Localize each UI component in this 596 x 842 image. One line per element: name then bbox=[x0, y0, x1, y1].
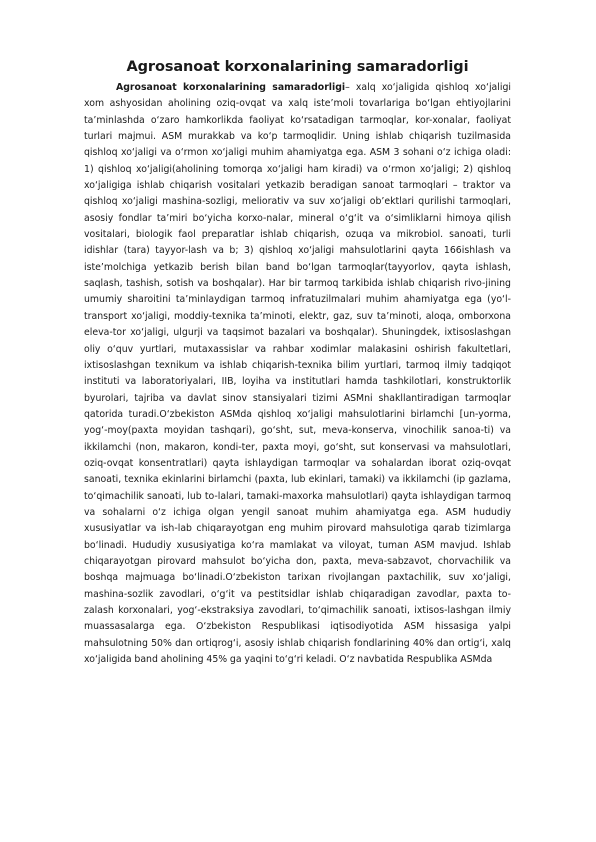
document-page bbox=[84, 58, 511, 668]
document-title: Agrosanoat korxonalarining samaradorligi bbox=[126, 59, 469, 75]
body-text: – xalq xo‘jaligida qishloq xo‘jaligi xom ashyosidan aholining oziq-ovqat va xalq iste’moli tovarlariga bo‘lgan ehtiyojlarini ta’minlashda o‘zaro hamkorlikda faoliyat ko‘rsatadigan tarmoqlar, kor-xonalar, faoliyat turlari majmui. ASM murakkab va ko‘p tarmoqlidir. Uning ishlab chiqarish tuzilmasida qishloq xo‘jaligi va o‘rmon xo‘jaligi muhim ahamiyatga ega. ASM 3 sohani o‘z ichiga oladi: 1) qishloq xo‘jaligi(aholining tomorqa xo‘jaligi ham kiradi) va o‘rmon xo‘jaligi; 2) qishloq xo‘jaligiga ishlab chiqarish vositalari yetkazib beradigan sanoat tarmoqlari – traktor va qishloq xo‘jaligi mashina-sozligi, meliorativ va suv xo‘jaligi ob’ektlari qurilishi tarmoqlari, asosiy fondlar ta’miri bo‘yicha korxo-nalar, mineral o‘g‘it va o‘simliklarni himoya qilish vositalari, biologik faol preparatlar ishlab chiqarish, ozuqa va mikrobiol. sanoati, turli idishlar (tara) tayyor-lash va b; 3) qishloq xo‘jaligi mahsulotlarini qayta 166ishlash va iste’molchiga yetkazib berish bilan band bo‘lgan tarmoqlar(tayyorlov, qayta ishlash, saqlash, tashish, sotish va boshqalar). Har bir tarmoq tarkibida ishlab chiqarish rivo-jining umumiy sharoitini ta’minlaydigan tarmoq infratuzilmalari muhim ahamiyatga ega (yo‘l-transport xo‘jaligi, moddiy-texnika ta’minoti, elektr, gaz, suv ta’minoti, aloqa, omborxona eleva-tor xo‘jaligi, ulgurji va taqsimot bazalari va boshqalar). Shuningdek, ixtisoslashgan oliy o‘quv yurtlari, mutaxassislar va rahbar xodimlar malakasini oshirish fakultetlari, ixtisoslashgan texnikum va ishlab chiqarish-texnika bilim yurtlari, tarmoq ilmiy tadqiqot instituti va laboratoriyalari, IIB, loyiha va institutlari hamda tashkilotlari, konstruktorlik byurolari, tajriba va davlat sinov stansiyalari tizimi ASMni shakllantiradigan tarmoqlar qatorida turadi.O‘zbekiston ASMda qishloq xo‘jaligi mahsulotlarini birlamchi [un-yorma, yog‘-moy(paxta moyidan tashqari), go‘sht, sut, meva-konserva, vinochilik sanoa-ti) va ikkilamchi (non, makaron, kondi-ter, paxta moyi, go‘sht, sut konservasi va mahsulotlari, oziq-ovqat konsentratlari) qayta ishlaydigan tarmoqlar va sohalardan iborat oziq-ovqat sanoati, texnika ekinlarini birlamchi (paxta, lub ekinlari, tamaki) va ikkilamchi (ip gazlama, to‘qimachilik sanoati, lub to-lalari, tamaki-maxorka mahsulotlari) qayta ishlaydigan tarmoq va sohalarni o‘z ichiga olgan yengil sanoat muhim ahamiyatga ega. ASM hududiy xususiyatlar va ish-lab chiqarayotgan eng muhim pirovard mahsulotiga qarab tizimlarga bo‘linadi. Hududiy xususiyatiga ko‘ra mamlakat va viloyat, tuman ASM mavjud. Ishlab chiqarayotgan pirovard mahsulot bo‘yicha don, paxta, meva-sabzavot, chorvachilik va boshqa majmuaga bo‘linadi.O‘zbekiston tarixan rivojlangan paxtachilik, suv xo‘jaligi, mashina-sozlik zavodlari, o‘g‘it va pestitsidlar ishlab chiqaradigan zavodlar, paxta to-zalash korxonalari, yog‘-ekstraksiya zavodlari, to‘qimachilik sanoati, ixtisos-lashgan ilmiy muassasalarga ega. O‘zbekiston Respublikasi iqtisodiyotida ASM hissasiga yalpi mahsulotning 50% dan ortiqrog‘i, asosiy ishlab chiqarish fondlarining 40% dan ortig‘i, xalq xo‘jaligida band aholining 45% ga yaqini to‘g‘ri keladi. O‘z navbatida Respublika ASMda bbox=[84, 82, 511, 666]
lead-term: Agrosanoat korxonalarining samaradorligi bbox=[116, 82, 346, 93]
body-paragraph bbox=[84, 80, 511, 668]
